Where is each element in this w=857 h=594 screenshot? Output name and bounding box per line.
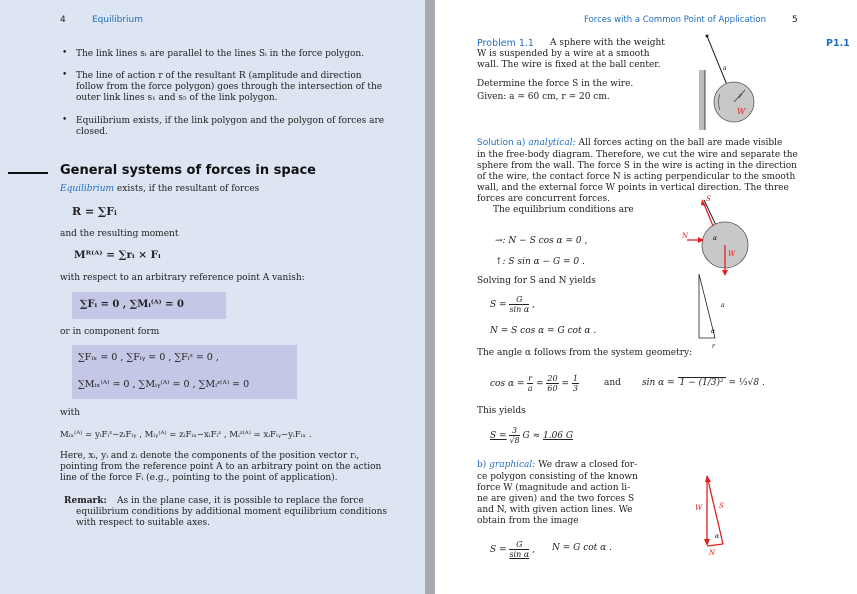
eq-graphical-G: G	[509, 540, 529, 550]
eq-graphical-N: N = G cot α .	[552, 543, 612, 553]
eq-N: N = S cos α = G cot α .	[490, 326, 597, 336]
fbd-label-alpha: α	[713, 235, 718, 242]
eq-cos-r: r	[528, 374, 533, 383]
bullet-3-line-2: closed.	[76, 127, 108, 137]
angle-text: The angle α follows from the system geometry:	[477, 348, 693, 358]
left-page-number: 4	[60, 15, 66, 25]
bullet-icon: •	[62, 70, 68, 80]
here-line-1: Here, xᵢ, yᵢ and zᵢ denote the components of the position vector rᵢ,	[60, 451, 360, 461]
with-text: with	[60, 408, 80, 418]
eq-S-final-lhs: S =	[490, 431, 507, 441]
polygon-label-s: S	[719, 502, 724, 510]
equilibrium-equations: ∑Fᵢ = 0 , ∑Mᵢ⁽ᴬ⁾ = 0	[80, 299, 184, 310]
problem-line-1: A sphere with the weight	[550, 38, 665, 48]
figure-sphere-wall	[697, 32, 757, 132]
eq-sin-lhs: sin α =	[642, 378, 675, 388]
fig1-label-r: r	[739, 93, 742, 100]
problem-id: P1.1	[826, 38, 850, 49]
right-page-number: 5	[792, 15, 798, 25]
remark-line-1: As in the plane case, it is possible to replace the force	[117, 496, 364, 506]
eq-cos-1: 1	[572, 374, 578, 383]
component-moments: ∑Mᵢₓ⁽ᴬ⁾ = 0 , ∑Mᵢᵧ⁽ᴬ⁾ = 0 , ∑Mᵢᶻ⁽ᴬ⁾ = 0	[78, 379, 250, 390]
here-line-3: line of the force Fᵢ (e.g., pointing to the point of application).	[60, 473, 338, 483]
graphical-line-1: We draw a closed for-	[538, 460, 638, 470]
graphical-line-6: obtain from the image	[477, 516, 579, 526]
tri-label-r: r	[712, 343, 715, 350]
yields-text: This yields	[477, 406, 526, 416]
part-a-label: a)	[516, 138, 526, 148]
solution-line-1: All forces acting on the ball are made visible	[578, 138, 783, 148]
graphical-line-3: force W (magnitude and action li-	[477, 483, 631, 493]
bullet-2-line-2: follow from the force polygon) goes through the intersection of the	[76, 82, 383, 92]
polygon-S-head	[705, 475, 711, 482]
right-running-head: Forces with a Common Point of Application	[584, 15, 766, 25]
equilibrium-text: The equilibrium conditions are	[493, 205, 634, 215]
eq-S-final-rhs: G ≈	[522, 431, 541, 441]
polygon-label-alpha: α	[715, 533, 720, 540]
bullet-icon: •	[62, 115, 68, 125]
polygon-label-n: N	[709, 549, 716, 557]
section-title: General systems of forces in space	[60, 163, 316, 178]
eq-graphical-sin: sin α	[509, 550, 530, 559]
equation-resultant: R = ∑Fᵢ	[72, 205, 117, 218]
figure-free-body	[682, 190, 757, 280]
component-box	[72, 345, 297, 399]
eq-S-final	[490, 426, 573, 445]
solution-line-3: sphere from the wall. The force S in the wire is acting in the direction	[477, 161, 797, 171]
eq-graphical-S: S =	[490, 545, 507, 555]
figure-force-polygon	[693, 470, 743, 558]
eq-sin-rhs: = ⅓√8 .	[728, 378, 765, 388]
eq-S-den: sin α	[509, 305, 530, 314]
equation-moment: Mᴿ⁽ᴬ⁾ = ∑rᵢ × Fᵢ	[74, 249, 161, 261]
eq-cos-eq2: =	[561, 379, 570, 389]
here-line-2: pointing from the reference point A to an arbitrary point on the action	[60, 462, 382, 472]
analytical-label: analytical:	[528, 138, 576, 148]
eq-S-num: G	[509, 295, 529, 305]
bullet-icon: •	[62, 48, 68, 58]
wall-hatching	[699, 70, 705, 130]
eq-cos-60: 60	[547, 384, 558, 393]
eq-vertical: ↑: S sin α − G = 0 .	[495, 257, 585, 267]
eq-cos-20: 20	[547, 374, 558, 383]
component-forces: ∑Fᵢₓ = 0 , ∑Fᵢᵧ = 0 , ∑Fᵢᶻ = 0 ,	[78, 352, 219, 363]
eq-S	[490, 295, 535, 314]
solution-label: Solution	[477, 138, 514, 148]
graphical-label: graphical:	[489, 460, 536, 470]
fbd-label-n: N	[682, 232, 689, 240]
eq-graphical-comma: ,	[532, 545, 535, 555]
vanish-text: with respect to an arbitrary reference point A vanish:	[60, 273, 305, 283]
intro-rest: exists, if the resultant of forces	[116, 184, 260, 194]
remark-line-2: equilibrium conditions by additional moment equilibrium conditions	[76, 507, 387, 517]
polygon-W-head	[704, 539, 710, 546]
eq-cos-a: a	[527, 384, 533, 393]
bullet-1-text: The link lines sᵢ are parallel to the lines Sᵢ in the force polygon.	[76, 49, 365, 59]
graphical-line-4: ne are given) and the two forces S	[477, 494, 635, 504]
and-text: and	[604, 378, 621, 388]
eq-sin-sqrt: 1 − (1/3)²	[679, 378, 724, 388]
figure-triangle	[697, 272, 737, 350]
left-running-head: Equilibrium	[92, 15, 143, 25]
solution-line-2: in the free-body diagram. Therefore, we cut the wire and separate the	[477, 150, 798, 160]
graphical-line-5: and N, with given action lines. We	[477, 505, 633, 515]
equilibrium-box	[72, 292, 226, 319]
problem-label: Problem 1.1	[477, 38, 534, 49]
component-text: or in component form	[60, 327, 160, 337]
bullet-2-line-3: outer link lines s₁ and s₅ of the link polygon.	[76, 93, 278, 103]
wire-anchor	[706, 35, 709, 38]
eq-cos	[490, 374, 579, 393]
left-page	[0, 0, 425, 594]
remark-label: Remark:	[64, 496, 107, 506]
given-text: Given: a = 60 cm, r = 20 cm.	[477, 92, 610, 102]
bullet-3-line-1: Equilibrium exists, if the link polygon and the polygon of forces are	[76, 116, 385, 126]
fig1-label-w: W	[737, 107, 746, 116]
tri-label-a: a	[721, 302, 725, 309]
problem-line-2: W is suspended by a wire at a smooth	[477, 49, 650, 59]
section-rule	[8, 172, 48, 174]
part-b-label: b)	[477, 460, 487, 470]
solving-text: Solving for S and N yields	[477, 276, 596, 286]
problem-line-3: wall. The wire is fixed at the ball center.	[477, 60, 661, 70]
determine-text: Determine the force S in the wire.	[477, 79, 634, 89]
equation-moment-components: Mᵢₓ⁽ᴬ⁾ = yᵢFᵢᶻ−zᵢFᵢᵧ , Mᵢᵧ⁽ᴬ⁾ = zᵢFᵢₓ−xᵢFᵢᶻ , Mᵢᶻ⁽ᴬ⁾ = xᵢFᵢᵧ−yᵢFᵢₓ .	[60, 430, 312, 440]
eq-S-final-num: 3	[509, 426, 519, 436]
solution-line-6: forces are concurrent forces.	[477, 194, 610, 204]
eq-graphical	[490, 540, 535, 559]
bullet-2-line-1: The line of action r of the resultant R (amplitude and direction	[76, 71, 362, 81]
eq-cos-3: 3	[572, 384, 578, 393]
intro-term: Equilibrium	[60, 184, 115, 194]
tri-label-alpha: α	[711, 328, 716, 335]
eq-horizontal: →: N − S cos α = 0 ,	[495, 236, 588, 246]
polygon-N	[707, 544, 723, 546]
remark-line-3: with respect to suitable axes.	[76, 518, 210, 528]
solution-line-5: wall, and the external force W points in vertical direction. The three	[477, 183, 789, 193]
eq-S-final-den: √8	[509, 436, 520, 445]
fbd-label-w: W	[728, 250, 736, 258]
eq-S-comma: ,	[532, 300, 535, 310]
polygon-label-w: W	[695, 504, 703, 512]
moment-intro: and the resulting moment	[60, 229, 179, 239]
graphical-line-2: ce polygon consisting of the known	[477, 472, 638, 482]
eq-cos-lhs: cos α =	[490, 379, 525, 389]
page-gutter	[425, 0, 435, 594]
eq-cos-eq1: =	[536, 379, 544, 389]
eq-S-lhs: S =	[490, 300, 507, 310]
eq-S-result: 1.06 G	[542, 431, 574, 441]
fig1-label-a: a	[723, 65, 727, 72]
solution-line-4: of the wire, the contact force N is acting perpendicular to the smooth	[477, 172, 796, 182]
fbd-label-s: S	[706, 195, 711, 203]
right-page	[435, 0, 857, 594]
